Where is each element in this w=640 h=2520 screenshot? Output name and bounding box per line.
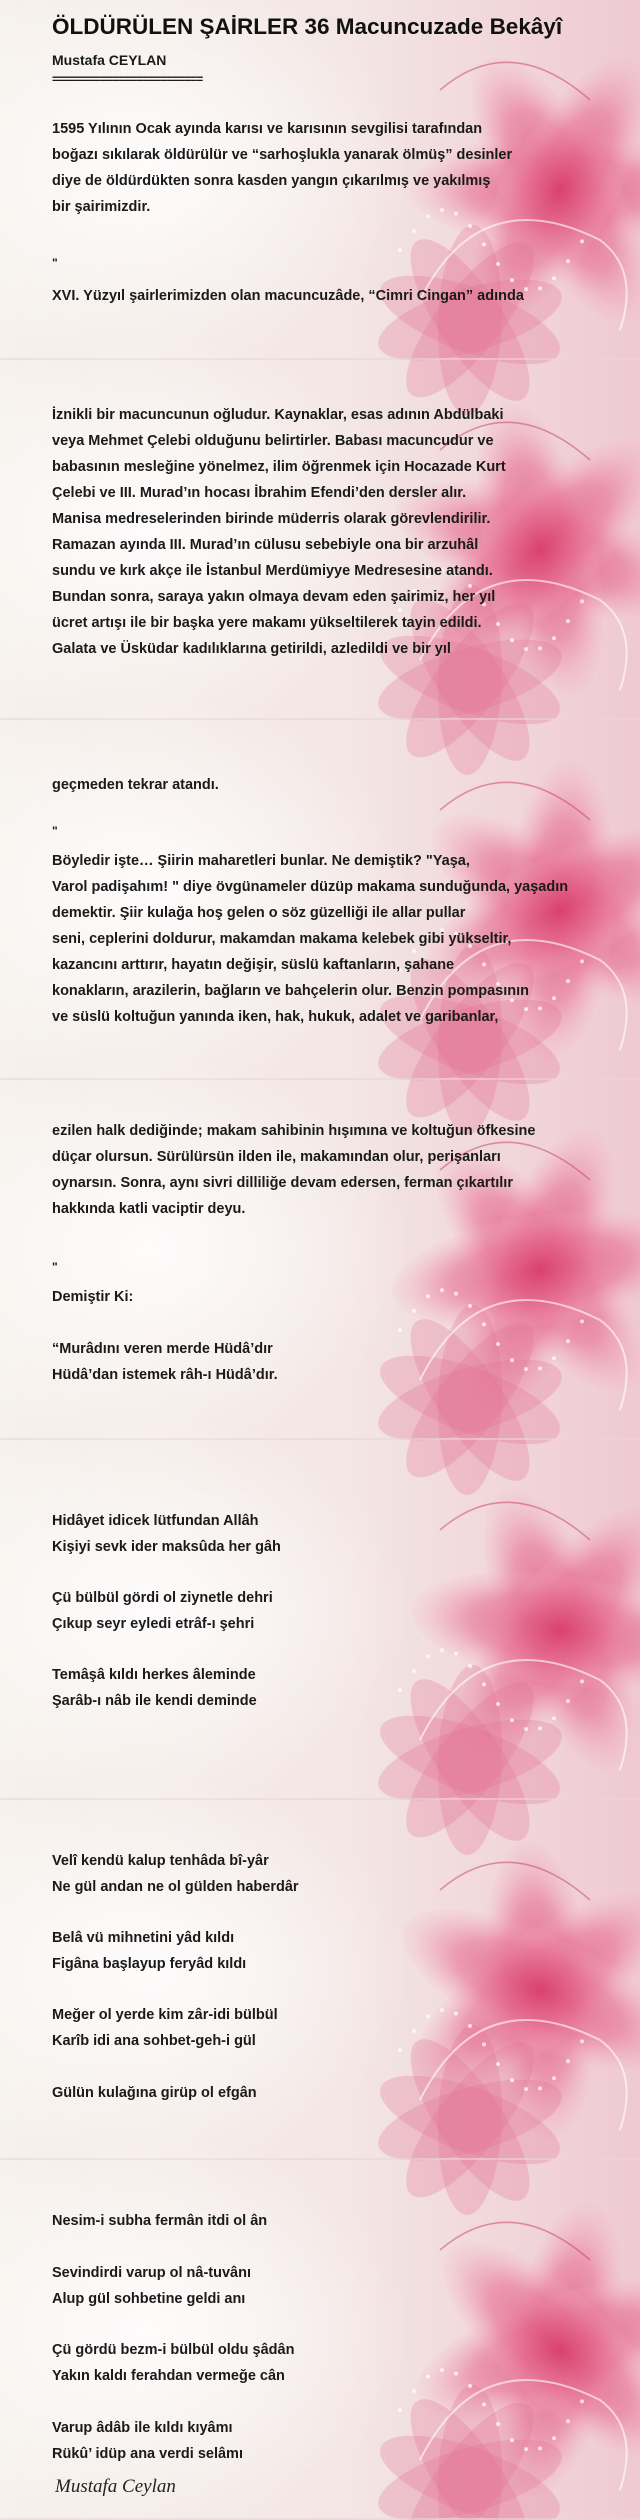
paragraph-1 — [52, 116, 627, 220]
text-line: Temâşâ kıldı herkes âleminde — [52, 1667, 256, 1683]
text-line: Meğer ol yerde kim zâr-idi bülbül — [52, 2007, 278, 2023]
poem-stanza-6 — [52, 1925, 627, 1977]
text-line: Ne gül andan ne ol gülden haberdâr — [52, 1879, 299, 1895]
poem-stanza-2 — [52, 1508, 627, 1560]
text-line: Çü bülbül gördi ol ziynetle dehri — [52, 1590, 273, 1606]
page-title: ÖLDÜRÜLEN ŞAİRLER 36 Macuncuzade Bekâyî — [52, 14, 563, 39]
poem-stanza-9 — [52, 2208, 627, 2234]
text-line: Belâ vü mihnetini yâd kıldı — [52, 1930, 235, 1946]
poem-stanza-3 — [52, 1585, 627, 1637]
text-line: demektir. Şiir kulağa hoş gelen o söz güzelliği ile allar pullar — [52, 905, 466, 921]
text-line: boğazı sıkılarak öldürülür ve “sarhoşlukla yanarak ölmüş” desinler — [52, 147, 513, 163]
poem-stanza-5 — [52, 1848, 627, 1900]
text-line: Yakın kaldı ferahdan vermeğe cân — [52, 2368, 285, 2384]
text-line: Gülün kulağına girüp ol efgân — [52, 2085, 257, 2101]
paragraph-7 — [52, 1284, 627, 1310]
text-line: İznikli bir macuncunun oğludur. Kaynaklar, esas adının Abdülbaki — [52, 407, 504, 423]
text-line: ücret artışı ile bir başka yere makamı yükseltilerek tayin edildi. — [52, 615, 482, 631]
poem-stanza-10 — [52, 2260, 627, 2312]
paragraph-4 — [52, 772, 627, 798]
text-line: Karîb idi ana sohbet-geh-i gül — [52, 2033, 256, 2049]
text-line: kazancını arttırır, hayatın değişir, süslü kaftanların, şahane — [52, 957, 455, 973]
text-line: geçmeden tekrar atandı. — [52, 777, 219, 793]
author-signature: Mustafa Ceylan — [55, 2476, 176, 2497]
text-line: bir şairimizdir. — [52, 199, 151, 215]
dot-marker: " — [52, 256, 58, 270]
text-line: Sevindirdi varup ol nâ-tuvânı — [52, 2265, 252, 2281]
text-line: Böyledir işte… Şiirin maharetleri bunlar. Ne demiştik? "Yaşa, — [52, 853, 470, 869]
dot-marker: " — [52, 1260, 58, 1274]
text-line: Çelebi ve III. Murad’ın hocası İbrahim Efendi’den dersler alır. — [52, 485, 467, 501]
text-line: Figâna başlayup feryâd kıldı — [52, 1956, 247, 1972]
text-line: Kişiyi sevk ider maksûda her gâh — [52, 1539, 281, 1555]
paragraph-5 — [52, 848, 627, 1030]
text-line: seni, ceplerini doldurur, makamdan makama kelebek gibi yükseltir, — [52, 931, 512, 947]
text-line: Manisa medreselerinden birinde müderris olarak görevlendirilir. — [52, 511, 491, 527]
separator-line: ========================= — [52, 72, 203, 86]
text-line: Çıkup seyr eyledi etrâf-ı şehri — [52, 1616, 255, 1632]
poem-stanza-4 — [52, 1662, 627, 1714]
poem-stanza-12 — [52, 2415, 627, 2467]
poem-stanza-8 — [52, 2080, 627, 2106]
text-line: ve süslü koltuğun yanında iken, hak, hukuk, adalet ve garibanlar, — [52, 1009, 499, 1025]
text-line: Alup gül sohbetine geldi anı — [52, 2291, 246, 2307]
text-line: ezilen halk dediğinde; makam sahibinin hışımına ve koltuğun öfkesine — [52, 1123, 536, 1139]
paragraph-2 — [52, 283, 627, 309]
text-line: Varup âdâb ile kıldı kıyâmı — [52, 2420, 233, 2436]
text-line: 1595 Yılının Ocak ayında karısı ve karısının sevgilisi tarafından — [52, 121, 483, 137]
text-line: Çü gördü bezm-i bülbül oldu şâdân — [52, 2342, 295, 2358]
text-line: “Murâdını veren merde Hüdâ’dır — [52, 1341, 273, 1357]
text-line: hakkında katli vaciptir deyu. — [52, 1201, 246, 1217]
paragraph-6 — [52, 1118, 627, 1222]
text-line: oynarsın. Sonra, aynı sivri dilliliğe devam edersen, ferman çıkartılır — [52, 1175, 513, 1191]
text-line: XVI. Yüzyıl şairlerimizden olan macuncuzâde, “Cimri Cingan” adında — [52, 288, 524, 304]
dot-marker: " — [52, 824, 58, 838]
text-line: Galata ve Üsküdar kadılıklarına getirildi, azledildi ve bir yıl — [52, 641, 451, 657]
poem-stanza-1 — [52, 1336, 627, 1388]
text-line: düçar olursun. Sürülürsün ilden ile, makamından olur, perişanları — [52, 1149, 501, 1165]
text-line: sundu ve kırk akçe ile İstanbul Merdümiyye Medresesine atandı. — [52, 563, 493, 579]
text-line: Bundan sonra, saraya yakın olmaya devam eden şairimiz, her yıl — [52, 589, 496, 605]
text-line: Nesim-i subha fermân itdi ol ân — [52, 2213, 268, 2229]
text-line: Şarâb-ı nâb ile kendi deminde — [52, 1693, 257, 1709]
text-line: Demiştir Ki: — [52, 1289, 134, 1305]
text-line: veya Mehmet Çelebi olduğunu belirtirler. Babası macuncudur ve — [52, 433, 494, 449]
text-line: Hüdâ’dan istemek râh-ı Hüdâ’dır. — [52, 1367, 278, 1383]
text-line: Rükû’ idüp ana verdi selâmı — [52, 2446, 243, 2462]
text-line: Velî kendü kalup tenhâda bî-yâr — [52, 1853, 269, 1869]
text-line: Ramazan ayında III. Murad’ın cülusu sebebiyle ona bir arzuhâl — [52, 537, 479, 553]
poem-stanza-7 — [52, 2002, 627, 2054]
text-line: diye de öldürdükten sonra kasden yangın çıkarılmış ve yakılmış — [52, 173, 491, 189]
paragraph-3 — [52, 402, 627, 662]
text-line: babasının mesleğine yönelmez, ilim öğrenmek için Hocazade Kurt — [52, 459, 506, 475]
text-line: Varol padişahım! " diye övgünameler düzüp makama sunduğunda, yaşadın — [52, 879, 569, 895]
text-line: konakların, arazilerin, bağların ve bahçelerin olur. Benzin pompasının — [52, 983, 530, 999]
poem-stanza-11 — [52, 2337, 627, 2389]
author-name: Mustafa CEYLAN — [52, 52, 167, 68]
text-line: Hidâyet idicek lütfundan Allâh — [52, 1513, 259, 1529]
